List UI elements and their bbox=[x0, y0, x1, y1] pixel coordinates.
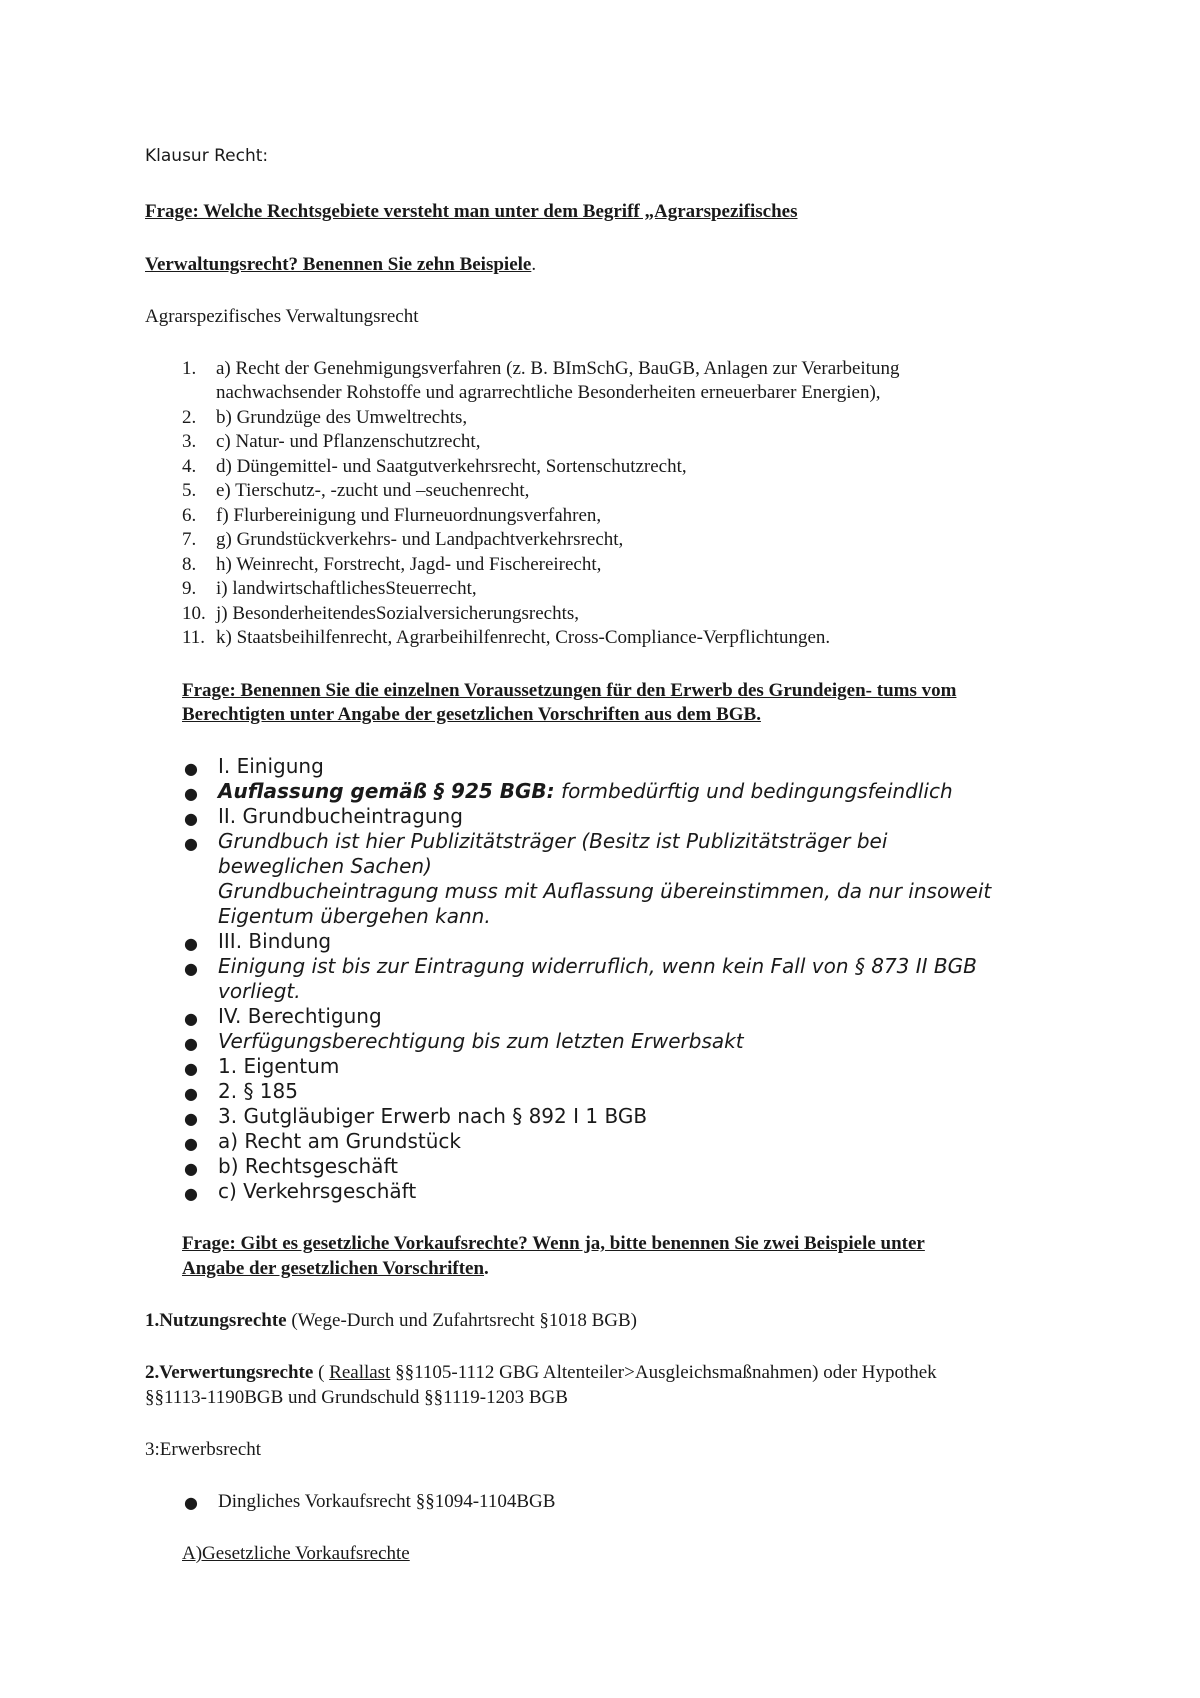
bullet-item: Verfügungsberechtigung bis zum letzten Erwerbsakt bbox=[218, 1029, 744, 1053]
question-1-line-2: Verwaltungsrecht? Benennen Sie zehn Beispiele. bbox=[145, 254, 537, 275]
paragraph-erwerbsrecht: 3:Erwerbsrecht bbox=[145, 1439, 262, 1460]
paragraph-verwertungsrechte-continuation: §§1113-1190BGB und Grundschuld §§1119-1203 BGB bbox=[145, 1387, 568, 1408]
paragraph-verwertungsrechte: 2.Verwertungsrechte ( Reallast §§1105-1112 GBG Altenteiler>Ausgleichsmaßnahmen) oder Hypothek bbox=[145, 1362, 937, 1383]
bullet-item: Einigung ist bis zur Eintragung widerruflich, wenn kein Fall von § 873 II BGB bbox=[218, 954, 977, 978]
bullet-dot: ● bbox=[184, 934, 198, 953]
bullet-item: Auflassung gemäß § 925 BGB: formbedürftig und bedingungsfeindlich bbox=[218, 779, 953, 803]
bullet-dot: ● bbox=[184, 1009, 198, 1028]
bullet-dot: ● bbox=[184, 1493, 198, 1512]
question-3-line-1: Frage: Gibt es gesetzliche Vorkaufsrechte? Wenn ja, bitte benennen Sie zwei Beispiele unter bbox=[182, 1233, 925, 1254]
bullet-dot: ● bbox=[184, 1084, 198, 1103]
bullet-item: II. Grundbucheintragung bbox=[218, 804, 463, 828]
list-item: 2. b) Grundzüge des Umweltrechts, bbox=[182, 407, 468, 428]
bullet-dot: ● bbox=[184, 834, 198, 853]
bullet-dot: ● bbox=[184, 1134, 198, 1153]
paragraph-nutzungsrechte: 1.Nutzungsrechte (Wege-Durch und Zufahrtsrecht §1018 BGB) bbox=[145, 1310, 638, 1331]
bullet-dot: ● bbox=[184, 784, 198, 803]
list-item: 3. c) Natur- und Pflanzenschutzrecht, bbox=[182, 431, 481, 452]
question-3-line-2: Angabe der gesetzlichen Vorschriften. bbox=[182, 1258, 489, 1279]
subheading-gesetzliche-vorkaufsrechte: A)Gesetzliche Vorkaufsrechte bbox=[182, 1543, 410, 1564]
bullet-item: b) Rechtsgeschäft bbox=[218, 1154, 398, 1178]
list-item: 7. g) Grundstückverkehrs- und Landpachtverkehrsrecht, bbox=[182, 529, 624, 550]
bullet-item: 3. Gutgläubiger Erwerb nach § 892 I 1 BGB bbox=[218, 1104, 648, 1128]
bullet-item: c) Verkehrsgeschäft bbox=[218, 1179, 417, 1203]
list-item: 4. d) Düngemittel- und Saatgutverkehrsrecht, Sortenschutzrecht, bbox=[182, 456, 687, 477]
bullet-dot: ● bbox=[184, 1034, 198, 1053]
list-item: 10. j) BesonderheitendesSozialversicherungsrechts, bbox=[182, 603, 579, 624]
bullet-item-continuation: beweglichen Sachen) bbox=[218, 854, 432, 878]
question-1-line-1: Frage: Welche Rechtsgebiete versteht man unter dem Begriff „Agrarspezifisches bbox=[145, 201, 798, 222]
list-item-continuation: nachwachsender Rohstoffe und agrarrechtliche Besonderheiten erneuerbarer Energien), bbox=[216, 382, 881, 403]
list-item: 5. e) Tierschutz-, -zucht und –seuchenrecht, bbox=[182, 480, 530, 501]
bullet-dot: ● bbox=[184, 809, 198, 828]
question-2-line-2: Berechtigten unter Angabe der gesetzlichen Vorschriften aus dem BGB. bbox=[182, 704, 761, 725]
bullet-dot: ● bbox=[184, 1184, 198, 1203]
list-item: 1. a) Recht der Genehmigungsverfahren (z. B. BImSchG, BauGB, Anlagen zur Verarbeitung bbox=[182, 358, 900, 379]
bullet-item: 2. § 185 bbox=[218, 1079, 298, 1103]
bullet-dot: ● bbox=[184, 1109, 198, 1128]
bullet-item: a) Recht am Grundstück bbox=[218, 1129, 461, 1153]
document-title: Klausur Recht: bbox=[145, 146, 269, 166]
list-item: 9. i) landwirtschaftlichesSteuerrecht, bbox=[182, 578, 477, 599]
bullet-dot: ● bbox=[184, 959, 198, 978]
list-item: 11. k) Staatsbeihilfenrecht, Agrarbeihilfenrecht, Cross-Compliance-Verpflichtungen. bbox=[182, 627, 831, 648]
bullet-item-continuation: Eigentum übergehen kann. bbox=[218, 904, 491, 928]
section-heading: Agrarspezifisches Verwaltungsrecht bbox=[145, 306, 419, 327]
list-item: 8. h) Weinrecht, Forstrecht, Jagd- und Fischereirecht, bbox=[182, 554, 602, 575]
bullet-item-continuation: Grundbucheintragung muss mit Auflassung übereinstimmen, da nur insoweit bbox=[218, 879, 992, 903]
list-item: 6. f) Flurbereinigung und Flurneuordnungsverfahren, bbox=[182, 505, 602, 526]
bullet-item: I. Einigung bbox=[218, 754, 324, 778]
bullet-dot: ● bbox=[184, 1159, 198, 1178]
question-2-line-1: Frage: Benennen Sie die einzelnen Voraussetzungen für den Erwerb des Grundeigen- tums vom bbox=[182, 680, 957, 701]
bullet-dot: ● bbox=[184, 759, 198, 778]
bullet-item: Grundbuch ist hier Publizitätsträger (Besitz ist Publizitätsträger bei bbox=[218, 829, 888, 853]
bullet-item: 1. Eigentum bbox=[218, 1054, 340, 1078]
bullet-dot: ● bbox=[184, 1059, 198, 1078]
bullet-item: Dingliches Vorkaufsrecht §§1094-1104BGB bbox=[218, 1491, 556, 1512]
bullet-item: IV. Berechtigung bbox=[218, 1004, 382, 1028]
bullet-item: III. Bindung bbox=[218, 929, 332, 953]
bullet-item-continuation: vorliegt. bbox=[218, 979, 301, 1003]
